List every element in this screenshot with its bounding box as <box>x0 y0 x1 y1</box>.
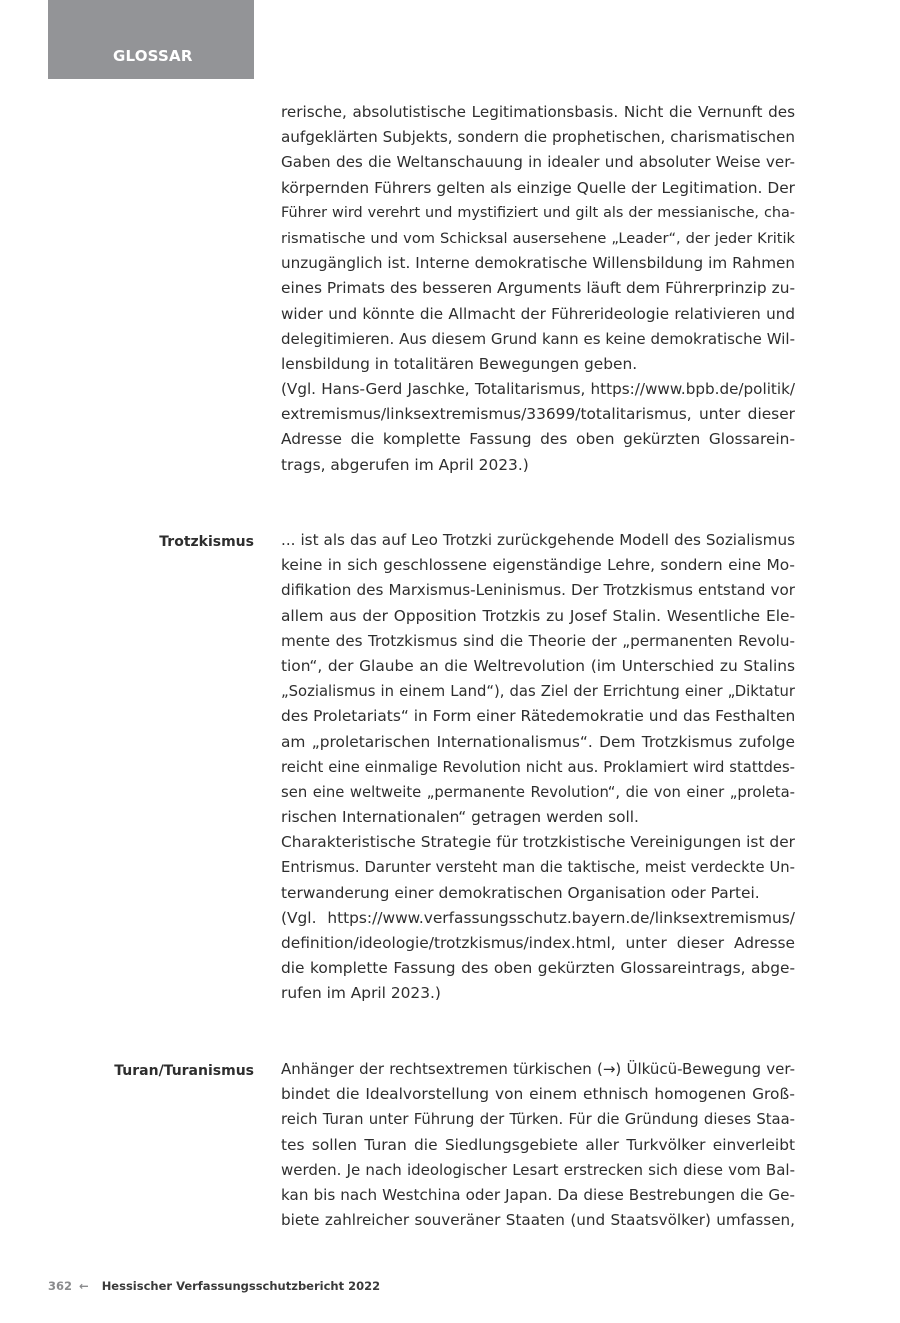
entry-term: Trotzkismus <box>159 534 254 550</box>
text-line: allem aus der Opposition Trotzkis zu Josef Stalin. Wesentliche Ele- <box>281 606 795 625</box>
text-line: wider und könnte die Allmacht der Führerideologie relativieren und <box>281 304 795 323</box>
text-line: keine in sich geschlossene eigenständige Lehre, sondern eine Mo- <box>281 556 795 575</box>
text-line: am „proletarischen Internationalismus“. Dem Trotzkismus zufolge <box>281 732 795 751</box>
text-line: mente des Trotzkismus sind die Theorie der „permanenten Revolu- <box>281 631 795 650</box>
publication-title: Hessischer Verfassungsschutzbericht 2022 <box>101 1279 381 1293</box>
text-line: eines Primats des besseren Arguments läuft dem Führerprinzip zu- <box>281 279 795 298</box>
page-number: 362 <box>48 1279 73 1293</box>
text-line: extremismus/linksextremismus/33699/totalitarismus, unter dieser <box>281 405 795 424</box>
text-line: „Sozialismus in einem Land“), das Ziel der Errichtung einer „Diktatur <box>281 683 795 701</box>
text-line: rufen im April 2023.) <box>281 984 441 1003</box>
text-line: aufgeklärten Subjekts, sondern die prophetischen, charismatischen <box>281 128 795 147</box>
text-line: körpernden Führers gelten als einzige Quelle der Legitimation. Der <box>281 178 795 197</box>
text-line: delegitimieren. Aus diesem Grund kann es keine demokratische Wil- <box>281 329 795 348</box>
entry-term: Turan/Turanismus <box>114 1063 254 1079</box>
text-line: trags, abgerufen im April 2023.) <box>281 455 529 474</box>
text-line: Führer wird verehrt und mystifiziert und gilt als der messianische, cha- <box>281 204 795 221</box>
text-line: reicht eine einmalige Revolution nicht aus. Proklamiert wird stattdes- <box>281 758 795 776</box>
text-line: werden. Je nach ideologischer Lesart erstrecken sich diese vom Bal- <box>281 1160 795 1179</box>
text-line: unzugänglich ist. Interne demokratische Willensbildung im Rahmen <box>281 254 795 273</box>
text-line: rischen Internationalen“ getragen werden soll. <box>281 808 639 827</box>
section-tab-label: GLOSSAR <box>113 47 193 65</box>
text-line: (Vgl. Hans-Gerd Jaschke, Totalitarismus, https://www.bpb.de/politik/ <box>281 380 795 399</box>
arrow-left-icon: ← <box>79 1279 89 1293</box>
page-footer <box>48 1279 380 1293</box>
text-line: bindet die Idealvorstellung von einem ethnisch homogenen Groß- <box>281 1085 795 1104</box>
text-line: kan bis nach Westchina oder Japan. Da diese Bestrebungen die Ge- <box>281 1185 795 1204</box>
text-line: Charakteristische Strategie für trotzkistische Vereinigungen ist der <box>281 833 795 852</box>
entry-body <box>281 1057 795 1233</box>
text-line: rismatische und vom Schicksal ausersehene „Leader“, der jeder Kritik <box>281 229 795 247</box>
text-line: ... ist als das auf Leo Trotzki zurückgehende Modell des Sozialismus <box>281 531 795 549</box>
text-line: (Vgl. https://www.verfassungsschutz.bayern.de/linksextremismus/ <box>281 908 795 927</box>
text-line: biete zahlreicher souveräner Staaten (und Staatsvölker) umfassen, <box>281 1211 795 1230</box>
section-tab <box>48 0 254 79</box>
text-line: sen eine weltweite „permanente Revolution“, die von einer „proleta- <box>281 783 795 801</box>
text-line: definition/ideologie/trotzkismus/index.html, unter dieser Adresse <box>281 934 795 952</box>
text-line: tion“, der Glaube an die Weltrevolution (im Unterschied zu Stalins <box>281 656 795 675</box>
entry-body <box>281 100 795 478</box>
text-line: terwanderung einer demokratischen Organisation oder Partei. <box>281 883 760 902</box>
entry-body <box>281 528 795 1007</box>
text-line: tes sollen Turan die Siedlungsgebiete aller Turkvölker einverleibt <box>281 1135 795 1154</box>
text-line: Gaben des die Weltanschauung in idealer und absoluter Weise ver- <box>281 153 795 172</box>
text-line: reich Turan unter Führung der Türken. Für die Gründung dieses Staa- <box>281 1111 795 1129</box>
text-line: Anhänger der rechtsextremen türkischen (→) Ülkücü-Bewegung ver- <box>281 1060 795 1078</box>
text-line: lensbildung in totalitären Bewegungen geben. <box>281 354 638 373</box>
text-line: des Proletariats“ in Form einer Rätedemokratie und das Festhalten <box>281 707 795 726</box>
text-line: rerische, absolutistische Legitimationsbasis. Nicht die Vernunft des <box>281 103 795 121</box>
text-line: Entrismus. Darunter versteht man die taktische, meist verdeckte Un- <box>281 859 795 877</box>
text-line: Adresse die komplette Fassung des oben gekürzten Glossarein- <box>281 430 795 449</box>
text-line: die komplette Fassung des oben gekürzten Glossareintrags, abge- <box>281 959 795 978</box>
text-line: difikation des Marxismus-Leninismus. Der Trotzkismus entstand vor <box>281 581 795 600</box>
